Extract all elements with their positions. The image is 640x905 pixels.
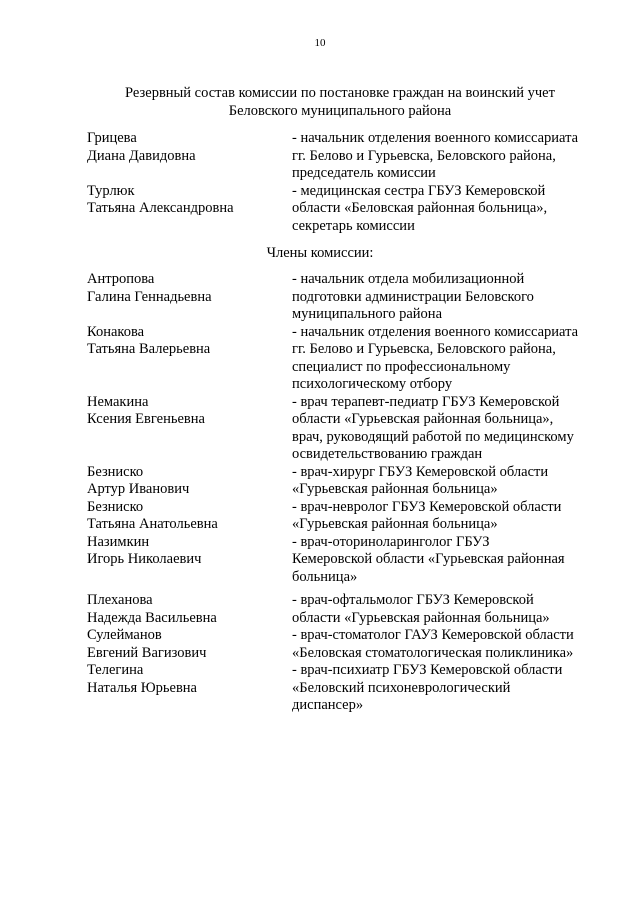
person-role-line: муниципального района <box>292 306 442 322</box>
person-role-line: «Гурьевская районная больница» <box>292 481 498 497</box>
commission-entry <box>87 183 617 236</box>
person-name <box>87 627 292 662</box>
person-name-line: Игорь Николаевич <box>87 551 202 567</box>
person-name <box>87 394 292 464</box>
person-name-line: Плеханова <box>87 592 153 608</box>
title-line-2: Беловского муниципального района <box>228 103 452 119</box>
person-role-line: врач, руководящий работой по медицинскому <box>292 428 574 445</box>
commission-entry <box>87 499 617 534</box>
person-name <box>87 183 292 236</box>
person-name-line: Евгений Вагизович <box>87 644 207 661</box>
person-role <box>292 324 617 394</box>
person-role <box>292 130 617 183</box>
person-role-line: специалист по профессиональному <box>292 358 511 375</box>
person-role-line: - начальник отдела мобилизационной <box>292 271 525 287</box>
person-role-line: гг. Белово и Гурьевска, Беловского района, <box>292 147 556 164</box>
person-name-line: Галина Геннадьевна <box>87 288 212 305</box>
commission-entry <box>87 271 617 324</box>
person-name <box>87 534 292 587</box>
members-heading: Члены комиссии: <box>266 245 374 261</box>
person-role-line: «Беловская стоматологическая поликлиника» <box>292 644 574 661</box>
page-number: 10 <box>314 37 326 49</box>
person-role <box>292 499 617 534</box>
person-name-line: Конакова <box>87 323 145 340</box>
person-role-line: - врач-невролог ГБУЗ Кемеровской области <box>292 498 562 515</box>
person-role-line: - начальник отделения военного комиссариата <box>292 323 579 340</box>
person-role-line: подготовки администрации Беловского <box>292 288 534 305</box>
person-role-line: области «Гурьевская районная больница» <box>292 609 550 626</box>
title-line-1: Резервный состав комиссии по постановке граждан на воинский учет <box>125 85 555 101</box>
person-name-line: Татьяна Валерьевна <box>87 341 211 357</box>
commission-entry <box>87 394 617 464</box>
person-role-line: больница» <box>292 568 358 585</box>
person-role <box>292 592 617 627</box>
person-name-line: Телегина <box>87 662 144 678</box>
person-role <box>292 183 617 236</box>
person-role-line: - врач-психиатр ГБУЗ Кемеровской области <box>292 662 563 678</box>
person-role-line: гг. Белово и Гурьевска, Беловского района, <box>292 341 556 357</box>
person-name-line: Турлюк <box>87 182 135 199</box>
person-role-line: Кемеровской области «Гурьевская районная <box>292 551 565 567</box>
person-name-line: Диана Давидовна <box>87 147 196 164</box>
commission-entry <box>87 324 617 394</box>
person-name-line: Надежда Васильевна <box>87 609 217 626</box>
commission-entry <box>87 662 617 715</box>
person-role-line: «Беловский психоневрологический <box>292 679 511 696</box>
person-name <box>87 324 292 394</box>
commission-entry <box>87 464 617 499</box>
person-name <box>87 271 292 324</box>
commission-entry <box>87 627 617 662</box>
person-name-line: Безниско <box>87 498 144 515</box>
document-title <box>85 84 595 120</box>
person-name-line: Антропова <box>87 271 155 287</box>
person-role-line: диспансер» <box>292 697 364 713</box>
person-role <box>292 534 617 587</box>
commission-entry <box>87 534 617 587</box>
person-name-line: Наталья Юрьевна <box>87 679 197 696</box>
person-name <box>87 499 292 534</box>
person-name <box>87 130 292 183</box>
leadership-list <box>87 130 617 235</box>
person-role-line: - медицинская сестра ГБУЗ Кемеровской <box>292 182 546 199</box>
person-role-line: - начальник отделения военного комиссариата <box>292 130 579 146</box>
person-name-line: Безниско <box>87 463 144 480</box>
person-role-line: психологическому отбору <box>292 376 453 392</box>
person-role <box>292 464 617 499</box>
person-role-line: области «Гурьевская районная больница», <box>292 411 554 427</box>
person-name <box>87 662 292 715</box>
person-role-line: - врач-офтальмолог ГБУЗ Кемеровской <box>292 592 534 608</box>
person-role <box>292 394 617 464</box>
person-role-line: председатель комиссии <box>292 165 436 181</box>
person-name-line: Ксения Евгеньевна <box>87 411 205 427</box>
person-role <box>292 627 617 662</box>
person-name <box>87 592 292 627</box>
person-role-line: - врач-стоматолог ГАУЗ Кемеровской области <box>292 627 574 643</box>
person-name <box>87 464 292 499</box>
person-role-line: области «Беловская районная больница», <box>292 200 548 216</box>
commission-entry <box>87 130 617 183</box>
person-role-line: - врач-оториноларинголог ГБУЗ <box>292 533 490 550</box>
person-role-line: - врач-хирург ГБУЗ Кемеровской области <box>292 463 549 480</box>
person-name-line: Татьяна Анатольевна <box>87 516 218 532</box>
commission-entry <box>87 592 617 627</box>
person-name-line: Татьяна Александровна <box>87 200 234 216</box>
members-list <box>87 271 617 715</box>
person-role-line: «Гурьевская районная больница» <box>292 516 498 532</box>
person-name-line: Немакина <box>87 393 149 410</box>
person-name-line: Грицева <box>87 130 137 146</box>
person-role-line: освидетельствованию граждан <box>292 446 483 462</box>
person-name-line: Назимкин <box>87 533 150 550</box>
person-name-line: Артур Иванович <box>87 481 190 497</box>
person-role-line: секретарь комиссии <box>292 217 415 234</box>
person-role-line: - врач терапевт-педиатр ГБУЗ Кемеровской <box>292 393 560 410</box>
person-role <box>292 271 617 324</box>
person-name-line: Сулейманов <box>87 627 162 643</box>
person-role <box>292 662 617 715</box>
